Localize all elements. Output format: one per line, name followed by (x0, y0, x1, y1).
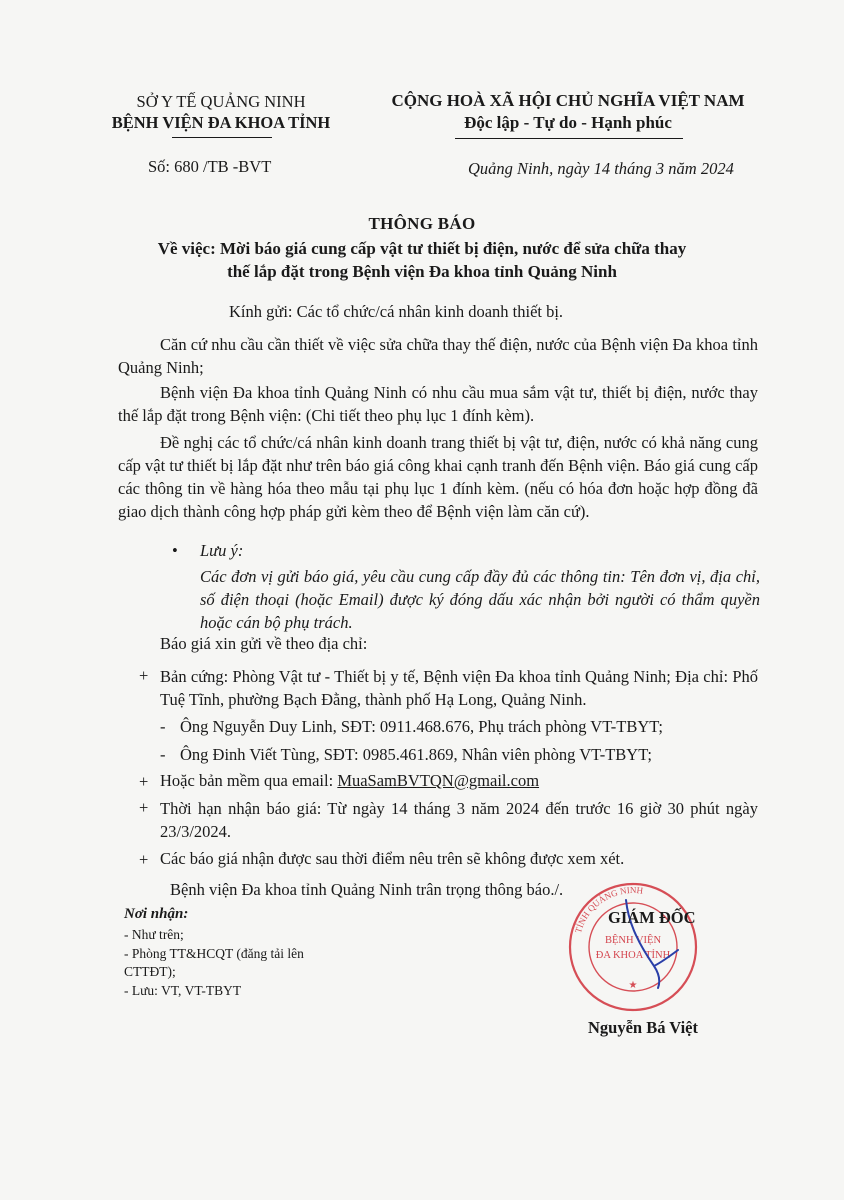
recipient-3: - Lưu: VT, VT-TBYT (124, 983, 242, 998)
header-left-underline (172, 137, 272, 138)
doc-title: THÔNG BÁO (368, 214, 476, 233)
item-hard-copy: Bản cứng: Phòng Vật tư - Thiết bị y tế, Bệnh viện Đa khoa tỉnh Quảng Ninh; Địa chỉ: Phố Tuệ Tĩnh, phường Bạch Đằng, thành phố Hạ Long, Quảng Ninh. (160, 667, 758, 709)
contact-marker-2: - (160, 745, 166, 764)
recipient-2a: - Phòng TT&HCQT (đăng tải lên (124, 946, 304, 961)
stamp-line1: BỆNH VIỆN (604, 935, 662, 946)
stamp-line2: ĐA KHOA TỈNH (595, 950, 671, 961)
doc-subject-line2: thế lắp đặt trong Bệnh viện Đa khoa tỉnh Quảng Ninh (227, 262, 617, 281)
header-ministry: SỞ Y TẾ QUẢNG NINH (136, 92, 306, 111)
paragraph-need: Bệnh viện Đa khoa tỉnh Quảng Ninh có nhu cầu mua sắm vật tư, thiết bị điện, nước thay thế lắp đặt trong Bệnh viện: (Chi tiết theo phụ lục 1 đính kèm). (118, 383, 758, 425)
note-bullet: • (172, 541, 178, 560)
address-intro: Báo giá xin gửi về theo địa chỉ: (160, 634, 368, 653)
note-text: Các đơn vị gửi báo giá, yêu cầu cung cấp đầy đủ các thông tin: Tên đơn vị, địa chỉ, số điện thoại (hoặc Email) được ký đóng dấu xác nhận bởi người có thẩm quyền hoặc cán bộ phụ trách. (200, 567, 760, 632)
header-nation: CỘNG HOÀ XÃ HỘI CHỦ NGHĨA VIỆT NAM (391, 91, 745, 110)
closing-line: Bệnh viện Đa khoa tỉnh Quảng Ninh trân trọng thông báo./. (170, 880, 564, 899)
item-marker-1: + (139, 666, 149, 685)
signer-name: Nguyễn Bá Việt (588, 1018, 699, 1037)
stamp-ring-text: TỈNH QUẢNG NINH (572, 884, 644, 935)
place-date: Quảng Ninh, ngày 14 tháng 3 năm 2024 (468, 159, 734, 178)
greeting: Kính gửi: Các tổ chức/cá nhân kinh doanh thiết bị. (229, 302, 564, 321)
paragraph-basis: Căn cứ nhu cầu cần thiết về việc sửa chữa thay thế điện, nước của Bệnh viện Đa khoa tỉnh Quảng Ninh; (118, 335, 758, 377)
note-label: Lưu ý: (200, 541, 244, 560)
item-deadline: Thời hạn nhận báo giá: Từ ngày 14 tháng 3 năm 2024 đến trước 16 giờ 30 phút ngày 23/3/2024. (160, 799, 758, 841)
paragraph-request: Đề nghị các tổ chức/cá nhân kinh doanh trang thiết bị vật tư, điện, nước có khả năng cung cấp vật tư thiết bị lắp đặt như trên báo giá công khai cạnh tranh đến Bệnh viện. Báo giá cung cấp các thông tin về hàng hóa theo mẫu tại phụ lục 1 đính kèm. (nếu có hóa đơn hoặc hợp đồng đã giao dịch thành công hợp pháp gửi kèm theo để Bệnh viện làm căn cứ). (118, 433, 758, 521)
header-right-underline (455, 138, 683, 139)
recipient-2b: CTTĐT); (124, 964, 176, 979)
item-soft-copy-label: Hoặc bản mềm qua email: (160, 771, 338, 790)
doc-subject-line1: Về việc: Mời báo giá cung cấp vật tư thiết bị điện, nước để sửa chữa thay (157, 239, 687, 258)
item-marker-4: + (139, 850, 149, 869)
svg-text:★: ★ (628, 980, 638, 991)
recipients-label: Nơi nhận: (124, 906, 189, 922)
recipient-1: - Như trên; (124, 927, 184, 942)
official-stamp (566, 880, 700, 1014)
signer-title: GIÁM ĐỐC (608, 908, 696, 927)
item-soft-copy (160, 771, 539, 791)
item-late-notice: Các báo giá nhận được sau thời điểm nêu trên sẽ không được xem xét. (160, 849, 625, 868)
header-hospital: BỆNH VIỆN ĐA KHOA TỈNH (111, 113, 331, 132)
header-motto: Độc lập - Tự do - Hạnh phúc (464, 113, 672, 132)
item-marker-3: + (139, 798, 149, 817)
item-marker-2: + (139, 772, 149, 791)
contact-tung: Ông Đinh Viết Tùng, SĐT: 0985.461.869, Nhân viên phòng VT-TBYT; (180, 745, 652, 764)
contact-marker-1: - (160, 717, 166, 736)
doc-number: Số: 680 /TB -BVT (148, 157, 272, 176)
contact-linh: Ông Nguyễn Duy Linh, SĐT: 0911.468.676, Phụ trách phòng VT-TBYT; (180, 717, 664, 736)
email-link[interactable]: MuaSamBVTQN@gmail.com (337, 771, 540, 790)
